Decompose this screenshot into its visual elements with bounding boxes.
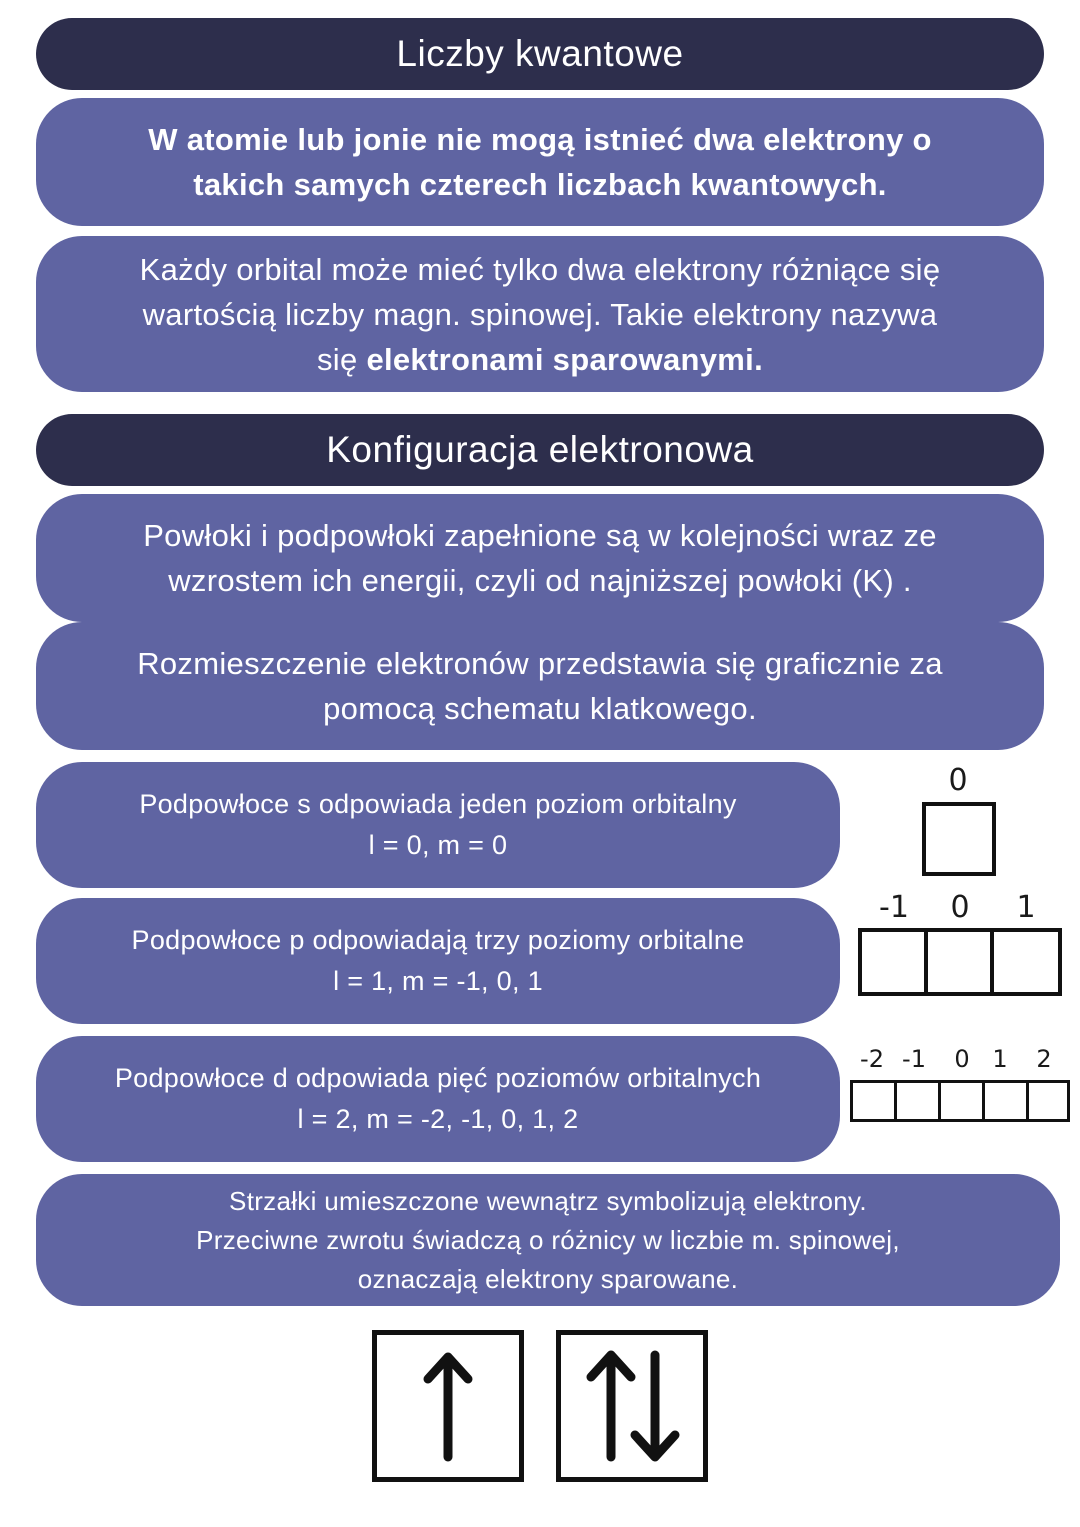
d-orbital-label: -1 (902, 1045, 926, 1073)
arrows-line-3: oznaczają elektrony sparowane. (357, 1263, 739, 1294)
d-orbital-box (1026, 1080, 1070, 1122)
arrows-line-1: Strzałki umieszczone wewnątrz symbolizują elektrony. (229, 1185, 867, 1216)
up-down-arrows-icon (561, 1335, 703, 1477)
subshell-p-line-2: l = 1, m = -1, 0, 1 (333, 966, 543, 996)
paired-electrons-term: elektronami sparowanymi. (366, 341, 763, 377)
arrows-info-card (36, 1174, 1060, 1306)
d-orbital-box (850, 1080, 897, 1122)
d-orbital-box (982, 1080, 1029, 1122)
subshell-p-card (36, 898, 840, 1024)
subshell-d-card (36, 1036, 840, 1162)
d-orbital-box (938, 1080, 985, 1122)
section-header-quantum-numbers (36, 18, 1044, 90)
p-orbital-box (858, 928, 928, 996)
single-electron-box (372, 1330, 524, 1482)
section-header-electron-configuration (36, 414, 1044, 486)
paired-electrons-box (556, 1330, 708, 1482)
section-title: Liczby kwantowe (396, 33, 684, 74)
up-arrow-icon (377, 1335, 519, 1477)
shells-line-2: wzrostem ich energii, czyli od najniższej powłoki (K) . (168, 563, 912, 598)
orbital-line-3 (317, 337, 763, 382)
box-diagram-card (36, 622, 1044, 750)
arrows-line-2: Przeciwne zwrotu świadczą o różnicy w liczbie m. spinowej, (196, 1224, 900, 1255)
d-orbital-label: -2 (860, 1045, 884, 1073)
d-orbital-label: 1 (992, 1045, 1008, 1073)
s-orbital-label: 0 (948, 763, 968, 798)
diagram-line-2: pomocą schematu klatkowego. (323, 691, 757, 726)
subshell-s-line-1: Podpowłoce s odpowiada jeden poziom orbitalny (139, 789, 737, 819)
orbital-capacity-card (36, 236, 1044, 392)
section-title: Konfiguracja elektronowa (326, 429, 754, 470)
pauli-line-2: takich samych czterech liczbach kwantowych. (193, 167, 887, 202)
diagram-line-1: Rozmieszczenie elektronów przedstawia się graficznie za (137, 646, 943, 681)
d-orbital-label: 0 (954, 1045, 970, 1073)
shells-order-card (36, 494, 1044, 622)
p-orbital-box (990, 928, 1062, 996)
s-orbital-box (922, 802, 996, 876)
d-orbital-box (894, 1080, 941, 1122)
subshell-s-card (36, 762, 840, 888)
orbital-line-2: wartością liczby magn. spinowej. Takie elektrony nazywa (142, 296, 938, 332)
p-orbital-label: 0 (950, 890, 970, 925)
orbital-line-3-prefix: się (316, 341, 367, 377)
pauli-principle-card (36, 98, 1044, 226)
p-orbital-label: 1 (1016, 890, 1036, 925)
subshell-d-line-2: l = 2, m = -2, -1, 0, 1, 2 (297, 1104, 579, 1134)
subshell-d-line-1: Podpowłoce d odpowiada pięć poziomów orbitalnych (114, 1063, 762, 1093)
subshell-s-line-2: l = 0, m = 0 (368, 830, 508, 860)
orbital-line-1: Każdy orbital może mieć tylko dwa elektrony różniące się (139, 251, 941, 287)
d-orbital-label: 2 (1036, 1045, 1052, 1073)
p-orbital-label: -1 (879, 890, 909, 925)
shells-line-1: Powłoki i podpowłoki zapełnione są w kolejności wraz ze (143, 518, 937, 553)
p-orbital-box (924, 928, 994, 996)
subshell-p-line-1: Podpowłoce p odpowiadają trzy poziomy orbitalne (131, 925, 745, 955)
pauli-line-1: W atomie lub jonie nie mogą istnieć dwa elektrony o (148, 122, 932, 157)
